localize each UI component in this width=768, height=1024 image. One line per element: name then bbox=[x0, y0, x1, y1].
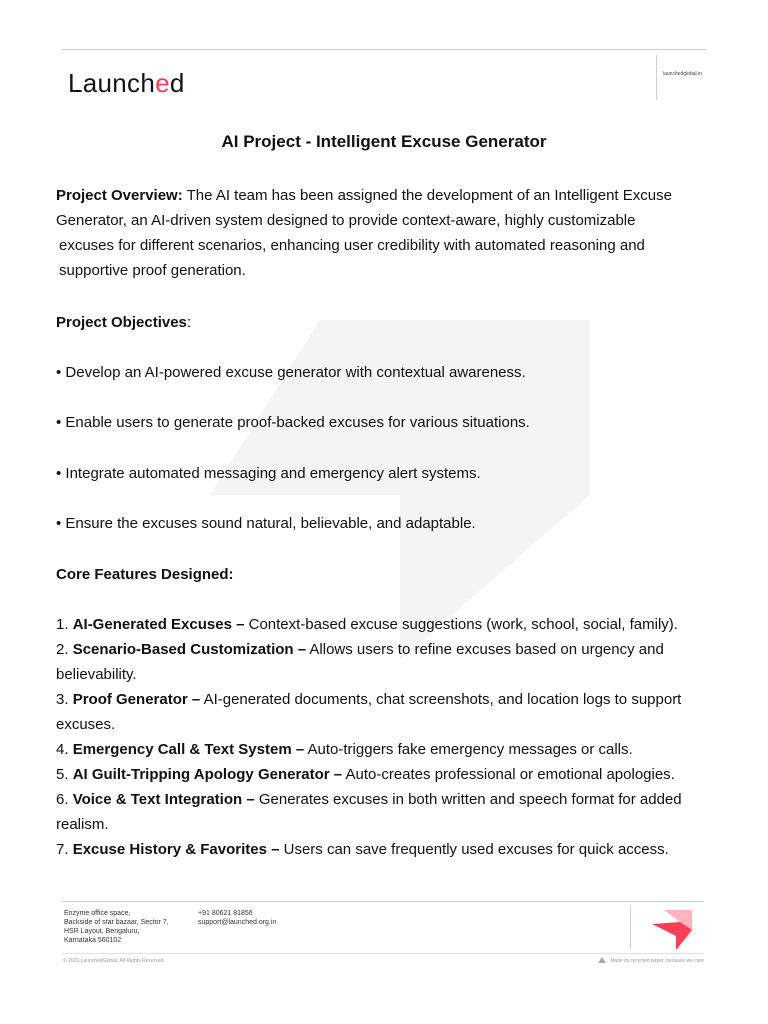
contact-info bbox=[198, 909, 276, 927]
office-address: Enzyme office space, Backside of star bazaar, Sector 7, HSR Layout, Bengaluru, Karnataka 560102 bbox=[64, 910, 169, 944]
support-email: support@launched.org.in bbox=[198, 919, 277, 926]
feature-item: 7. Excuse History & Favorites – Users can save frequently used excuses for quick access. bbox=[56, 841, 669, 858]
footer-divider bbox=[630, 905, 631, 949]
feature-item: 1. AI-Generated Excuses – Context-based excuse suggestions (work, school, social, family). bbox=[56, 616, 678, 633]
features-heading: Core Features Designed: bbox=[56, 566, 234, 583]
objective-item: • Integrate automated messaging and emergency alert systems. bbox=[56, 465, 481, 482]
feature-item: 3. Proof Generator – AI-generated documents, chat screenshots, and location logs to support bbox=[56, 691, 682, 708]
footer-bottom-rule bbox=[62, 953, 704, 954]
recycle-note: Made by recycled paper, because we care bbox=[598, 957, 704, 964]
features-list: 1. AI-Generated Excuses – Context-based excuse suggestions (work, school, social, family). 2. Scenario-Based Customization – Allows users to refine excuses based on urgency and believability. 3. Proof Generator – AI-generated documents, chat screenshots, and location logs to support excuses. 4. Emergency Call & Text System – Auto-triggers fake emergency messages or calls. 5. AI Guilt-Tripping Apology Generator – Auto-creates professional or emotional apologies. 6. Voice & Text Integration – Generates excuses in both written and speech format for added realism. 7. Excuse History & Favorites – Users can save frequently used excuses for quick access. bbox=[56, 612, 716, 862]
page-title: AI Project - Intelligent Excuse Generator bbox=[221, 132, 547, 151]
launched-mark-icon bbox=[650, 910, 692, 950]
feature-item: 6. Voice & Text Integration – Generates excuses in both written and speech format for added bbox=[56, 791, 682, 808]
overview-label: Project Overview: bbox=[56, 187, 183, 204]
objective-item: • Ensure the excuses sound natural, believable, and adaptable. bbox=[56, 515, 476, 532]
objective-item: • Enable users to generate proof-backed excuses for various situations. bbox=[56, 414, 530, 431]
feature-item: 5. AI Guilt-Tripping Apology Generator – Auto-creates professional or emotional apologies. bbox=[56, 766, 675, 783]
phone-number: +91 80621 81856 bbox=[198, 910, 253, 917]
recycle-icon bbox=[598, 957, 606, 963]
feature-item: 4. Emergency Call & Text System – Auto-triggers fake emergency messages or calls. bbox=[56, 741, 633, 758]
header-rule bbox=[62, 49, 706, 50]
objectives-heading: Project Objectives: bbox=[56, 314, 192, 331]
feature-item: 2. Scenario-Based Customization – Allows users to refine excuses based on urgency and bbox=[56, 641, 664, 658]
objective-item: • Develop an AI-powered excuse generator with contextual awareness. bbox=[56, 364, 526, 381]
project-overview: Project Overview: The AI team has been assigned the development of an Intelligent Excuse Generator, an AI-driven system designed to provide context-aware, highly customizable excuses for different scenarios, enhancing user credibility with automated reasoning and supportive proof generation. bbox=[56, 187, 672, 279]
launched-logo: Launched bbox=[68, 68, 185, 98]
site-url: launchedglobal.in bbox=[663, 71, 702, 77]
copyright: © 2023 LaunchedGlobal. All Rights Reserved. bbox=[63, 958, 165, 964]
footer-rule bbox=[62, 901, 704, 902]
site-badge bbox=[656, 55, 705, 100]
